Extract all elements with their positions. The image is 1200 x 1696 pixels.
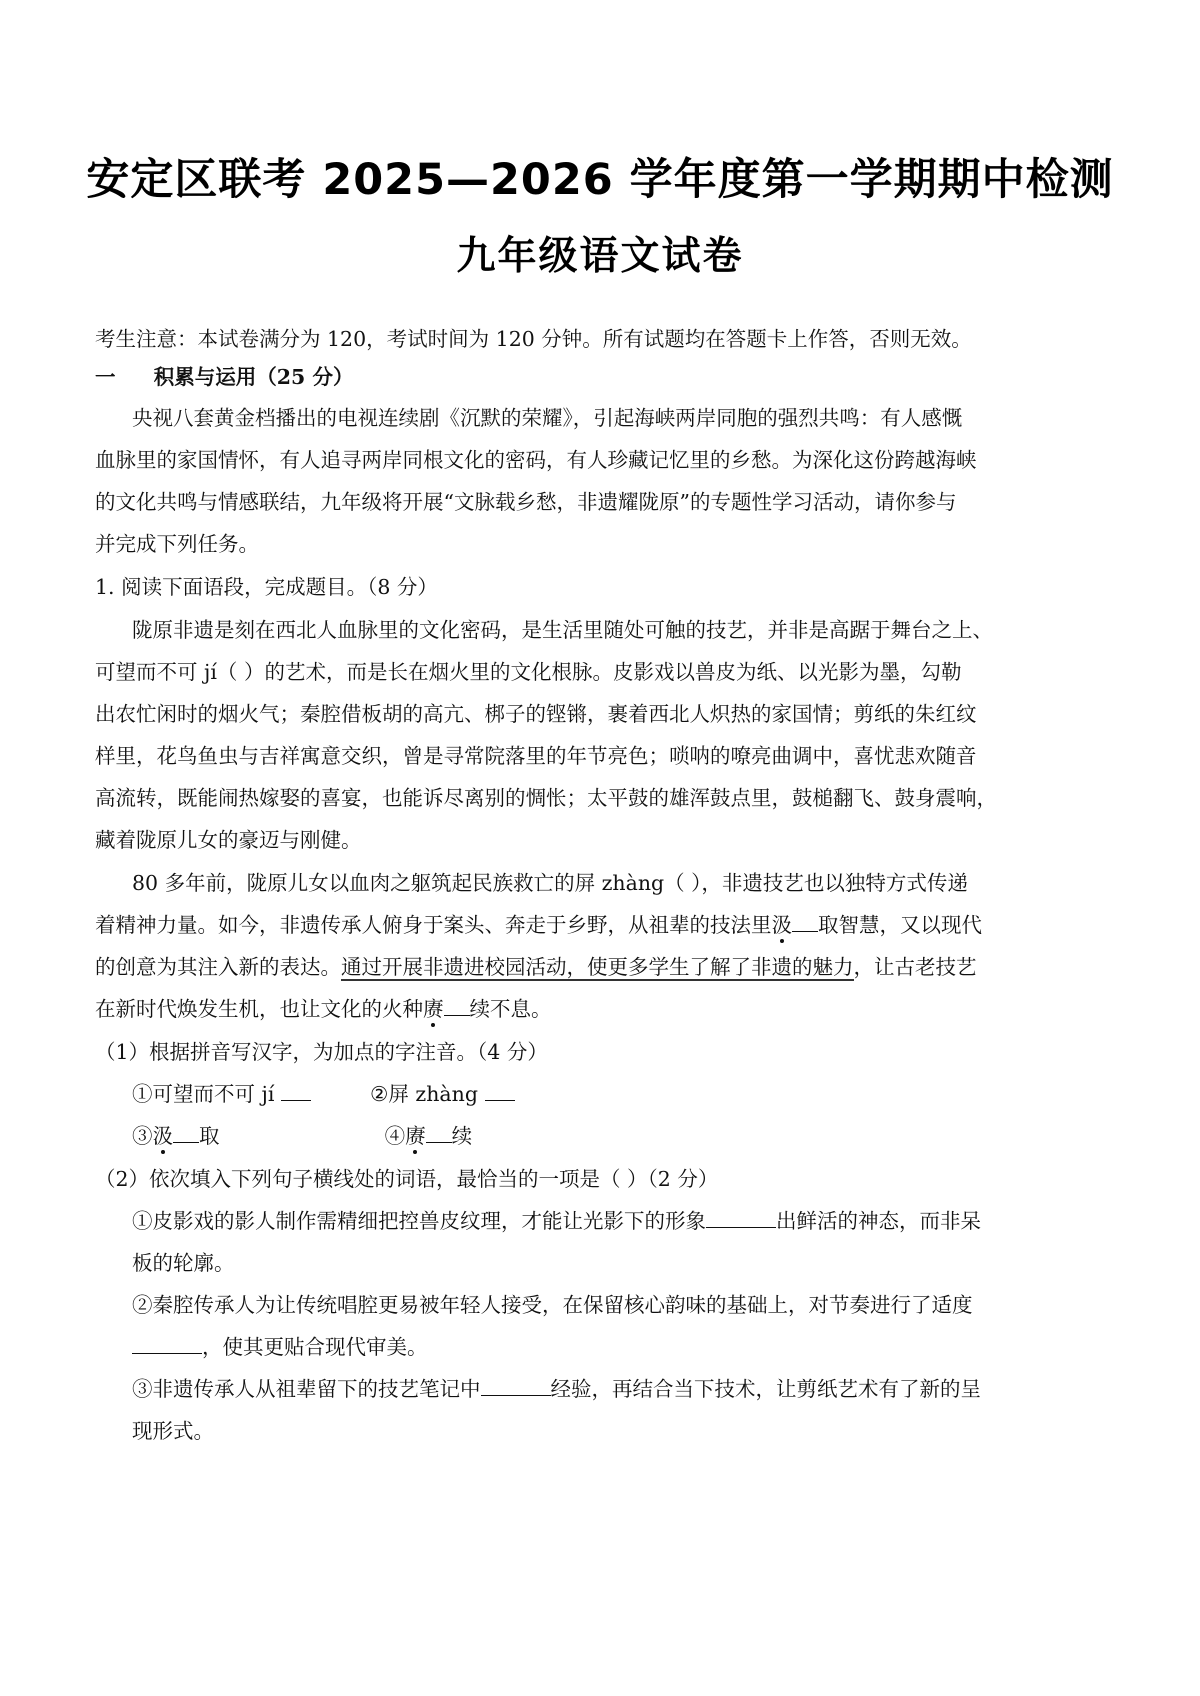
passage-line: 高流转，既能闹热嫁娶的喜宴，也能诉尽离别的惆怅；太平鼓的雄浑鼓点里，鼓槌翻飞、鼓身震响， bbox=[95, 786, 997, 810]
answer-blank bbox=[481, 1377, 551, 1396]
passage-line: 藏着陇原儿女的豪迈与刚健。 bbox=[95, 828, 362, 852]
sentence-text: 经验，再结合当下技术，让剪纸艺术有了新的呈 bbox=[550, 1377, 981, 1401]
sentence-line bbox=[132, 1376, 1120, 1402]
passage-text: 着精神力量。如今，非遗传承人俯身于案头、奔走于乡野，从祖辈的技法里 bbox=[95, 913, 772, 937]
item-3-label: ③ bbox=[132, 1124, 153, 1148]
item-jí: ①可望而不可 jí bbox=[132, 1082, 275, 1106]
answer-blank bbox=[444, 997, 470, 1016]
sentence-line: 板的轮廓。 bbox=[132, 1251, 235, 1275]
answer-blank bbox=[132, 1335, 202, 1354]
dotted-char: 汲 bbox=[771, 913, 792, 937]
section-number: 一 bbox=[95, 365, 116, 389]
passage-line: 样里，花鸟鱼虫与吉祥寓意交织，曾是寻常院落里的年节亮色；唢呐的嘹亮曲调中，喜忧悲欢随音 bbox=[95, 744, 977, 768]
item-zhàng: ②屏 zhàng bbox=[370, 1082, 478, 1106]
answer-blank bbox=[706, 1209, 776, 1228]
intro-line: 血脉里的家国情怀，有人追寻两岸同根文化的密码，有人珍藏记忆里的乡愁。为深化这份跨越海峡 bbox=[95, 448, 977, 472]
passage-line: 可望而不可 jí（ ）的艺术，而是长在烟火里的文化根脉。皮影戏以兽皮为纸、以光影为墨，勾勒 bbox=[95, 660, 962, 684]
passage-line bbox=[95, 912, 1120, 938]
answer-blank bbox=[173, 1124, 199, 1143]
sentence-line bbox=[132, 1334, 1120, 1360]
sentence-text: ③非遗传承人从祖辈留下的技艺笔记中 bbox=[132, 1377, 481, 1401]
question-1-heading: 1. 阅读下面语段，完成题目。（8 分） bbox=[95, 575, 438, 599]
passage-line: 出农忙闲时的烟火气；秦腔借板胡的高亢、梆子的铿锵，裹着西北人炽热的家国情；剪纸的朱红纹 bbox=[95, 702, 977, 726]
intro-line: 央视八套黄金档播出的电视连续剧《沉默的荣耀》，引起海峡两岸同胞的强烈共鸣：有人感慨 bbox=[132, 406, 963, 430]
section-title: 积累与运用（25 分） bbox=[153, 365, 354, 389]
answer-blank bbox=[426, 1124, 452, 1143]
answer-blank bbox=[485, 1082, 515, 1101]
exam-subtitle: 九年级语文试卷 bbox=[456, 234, 744, 279]
passage-line: 陇原非遗是刻在西北人血脉里的文化密码，是生活里随处可触的技艺，并非是高踞于舞台之上、 bbox=[132, 618, 993, 642]
subquestion-1-row bbox=[132, 1123, 1120, 1149]
subquestion-2-heading: （2）依次填入下列句子横线处的词语，最恰当的一项是（ ）（2 分） bbox=[95, 1167, 719, 1191]
exam-notice: 考生注意：本试卷满分为 120，考试时间为 120 分钟。所有试题均在答题卡上作答，否则无效。 bbox=[95, 327, 972, 351]
sentence-line: ②秦腔传承人为让传统唱腔更易被年轻人接受，在保留核心韵味的基础上，对节奏进行了适度 bbox=[132, 1293, 973, 1317]
sentence-line: 现形式。 bbox=[132, 1419, 214, 1443]
passage-text: ，让古老技艺 bbox=[853, 955, 977, 979]
exam-title: 安定区联考 2025—2026 学年度第一学期期中检测 bbox=[86, 155, 1114, 205]
answer-blank bbox=[792, 913, 818, 932]
item-4-label: ④ bbox=[384, 1124, 406, 1148]
passage-text: 续不息。 bbox=[469, 997, 552, 1021]
section-heading bbox=[95, 364, 1120, 390]
sentence-text: ，使其更贴合现代审美。 bbox=[202, 1335, 428, 1359]
subquestion-1-row bbox=[132, 1081, 1120, 1107]
dotted-char: 赓 bbox=[423, 997, 444, 1021]
dotted-char: 赓 bbox=[405, 1124, 426, 1148]
sentence-text: ①皮影戏的影人制作需精细把控兽皮纹理，才能让光影下的形象 bbox=[132, 1209, 706, 1233]
intro-line: 并完成下列任务。 bbox=[95, 532, 259, 556]
dotted-char: 汲 bbox=[152, 1124, 173, 1148]
subquestion-1-heading: （1）根据拼音写汉字，为加点的字注音。（4 分） bbox=[95, 1040, 548, 1064]
passage-text: 在新时代焕发生机，也让文化的火种 bbox=[95, 997, 423, 1021]
passage-text: 取智慧，又以现代 bbox=[818, 913, 982, 937]
sentence-line bbox=[132, 1208, 1120, 1234]
item-text: 续 bbox=[451, 1124, 473, 1148]
answer-blank bbox=[281, 1082, 311, 1101]
passage-line bbox=[95, 954, 1120, 980]
passage-line bbox=[95, 996, 1120, 1022]
passage-line: 80 多年前，陇原儿女以血肉之躯筑起民族救亡的屏 zhàng（ ），非遗技艺也以独特方式传递 bbox=[132, 871, 968, 895]
sentence-text: 出鲜活的神态，而非呆 bbox=[776, 1209, 981, 1233]
item-text: 取 bbox=[199, 1124, 220, 1148]
passage-text: 的创意为其注入新的表达。 bbox=[95, 955, 341, 979]
underlined-sentence: 通过开展非遗进校园活动，使更多学生了解了非遗的魅力 bbox=[341, 955, 854, 979]
intro-line: 的文化共鸣与情感联结，九年级将开展“文脉载乡愁，非遗耀陇原”的专题性学习活动，请你参与 bbox=[95, 490, 957, 514]
